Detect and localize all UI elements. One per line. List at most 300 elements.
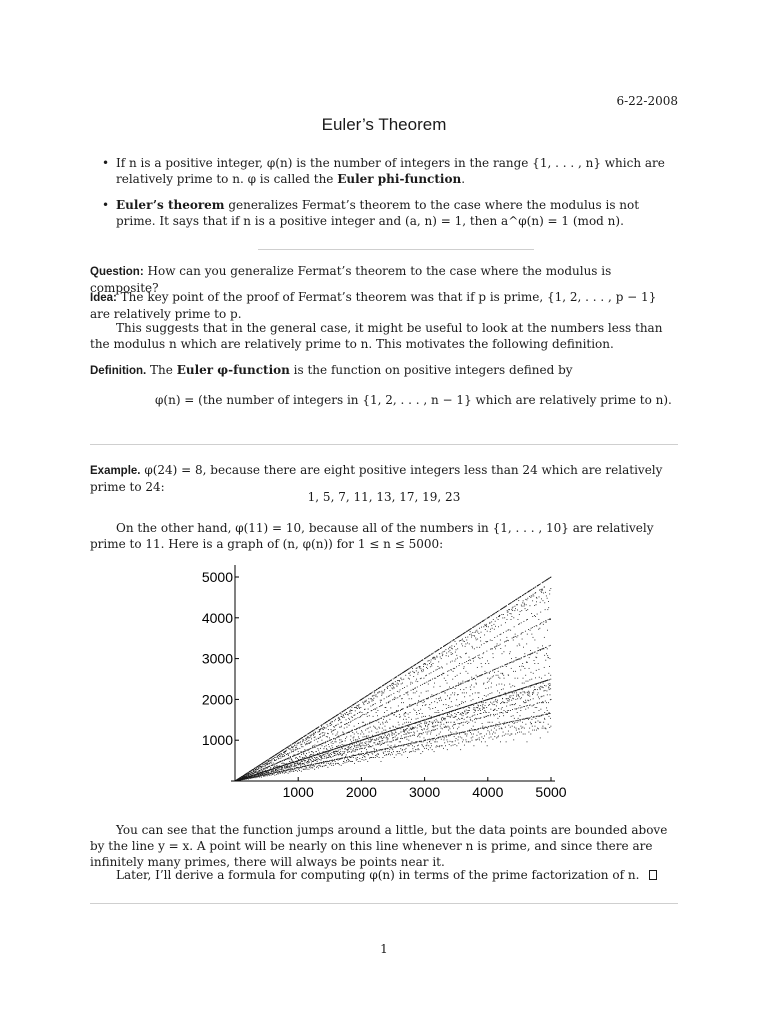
data-point — [412, 727, 413, 728]
data-point — [476, 639, 477, 640]
data-point — [257, 777, 258, 778]
data-point — [374, 695, 375, 696]
data-point — [487, 682, 488, 683]
data-point — [514, 600, 515, 601]
data-point — [474, 719, 475, 720]
data-point — [337, 746, 338, 747]
data-point — [543, 722, 544, 723]
data-point — [413, 704, 414, 705]
data-point — [434, 720, 435, 721]
data-point — [428, 724, 429, 725]
data-point — [473, 745, 474, 746]
data-point — [437, 741, 438, 742]
data-point — [442, 674, 443, 675]
data-point — [260, 774, 261, 775]
data-point — [356, 707, 357, 708]
data-point — [525, 656, 526, 657]
data-point — [454, 639, 455, 640]
data-point — [417, 703, 418, 704]
data-point — [511, 668, 512, 669]
data-point — [514, 722, 515, 723]
data-point — [520, 670, 521, 671]
data-point — [379, 719, 380, 720]
data-point — [332, 721, 333, 722]
data-point — [334, 738, 335, 739]
data-point — [527, 609, 528, 610]
data-point — [495, 699, 496, 700]
data-point — [470, 631, 471, 632]
data-point — [502, 694, 503, 695]
data-point — [384, 749, 385, 750]
data-point — [508, 640, 509, 641]
data-point — [365, 701, 366, 702]
data-point — [432, 749, 433, 750]
data-point — [412, 666, 413, 667]
data-point — [378, 753, 379, 754]
data-point — [415, 751, 416, 752]
data-point — [330, 748, 331, 749]
data-point — [376, 712, 377, 713]
data-point — [342, 717, 343, 718]
data-point — [495, 621, 496, 622]
data-point — [480, 734, 481, 735]
data-point — [440, 726, 441, 727]
data-point — [359, 708, 360, 709]
data-point — [468, 681, 469, 682]
data-point — [461, 657, 462, 658]
data-point — [404, 722, 405, 723]
data-point — [338, 745, 339, 746]
data-point — [526, 610, 527, 611]
data-point — [408, 717, 409, 718]
data-point — [498, 736, 499, 737]
data-point — [427, 732, 428, 733]
data-point — [467, 731, 468, 732]
data-point — [422, 684, 423, 685]
data-point — [400, 716, 401, 717]
data-point — [284, 751, 285, 752]
data-point — [467, 713, 468, 714]
data-point — [359, 740, 360, 741]
data-point — [376, 739, 377, 740]
data-point — [401, 745, 402, 746]
data-point — [331, 729, 332, 730]
data-point — [378, 739, 379, 740]
data-point — [353, 736, 354, 737]
data-point — [488, 705, 489, 706]
data-point — [542, 645, 543, 646]
data-point — [343, 715, 344, 716]
data-point — [398, 675, 399, 676]
data-point — [448, 726, 449, 727]
data-point — [346, 736, 347, 737]
data-point — [461, 683, 462, 684]
data-point — [382, 722, 383, 723]
data-point — [385, 735, 386, 736]
data-point — [345, 762, 346, 763]
data-point — [486, 734, 487, 735]
data-point — [314, 740, 315, 741]
data-point — [411, 690, 412, 691]
data-point — [524, 706, 525, 707]
data-point — [544, 719, 545, 720]
data-point — [483, 684, 484, 685]
data-point — [476, 684, 477, 685]
data-point — [267, 764, 268, 765]
data-point — [483, 738, 484, 739]
data-point — [357, 745, 358, 746]
data-point — [414, 672, 415, 673]
data-point — [342, 758, 343, 759]
data-point — [350, 710, 351, 711]
data-point — [531, 719, 532, 720]
data-point — [310, 735, 311, 736]
data-point — [403, 752, 404, 753]
data-point — [312, 758, 313, 759]
data-point — [387, 739, 388, 740]
data-point — [434, 658, 435, 659]
data-point — [443, 739, 444, 740]
data-point — [418, 745, 419, 746]
data-point — [437, 702, 438, 703]
data-point — [545, 728, 546, 729]
data-point — [533, 692, 534, 693]
data-point — [392, 688, 393, 689]
data-point — [319, 756, 320, 757]
data-point — [534, 716, 535, 717]
data-point — [496, 675, 497, 676]
data-point — [413, 692, 414, 693]
data-point — [321, 760, 322, 761]
data-point — [353, 748, 354, 749]
data-point — [359, 707, 360, 708]
data-point — [452, 648, 453, 649]
data-point — [351, 746, 352, 747]
data-point — [313, 754, 314, 755]
data-point — [474, 712, 475, 713]
data-point — [306, 762, 307, 763]
data-point — [436, 735, 437, 736]
data-point — [382, 749, 383, 750]
data-point — [264, 776, 265, 777]
data-point — [371, 739, 372, 740]
data-point — [431, 730, 432, 731]
data-point — [489, 732, 490, 733]
data-point — [479, 628, 480, 629]
data-point — [391, 734, 392, 735]
data-point — [548, 657, 549, 658]
data-point — [421, 729, 422, 730]
data-point — [351, 713, 352, 714]
data-point — [407, 744, 408, 745]
data-point — [319, 762, 320, 763]
data-point — [503, 724, 504, 725]
data-point — [351, 751, 352, 752]
data-point — [442, 653, 443, 654]
data-point — [523, 594, 524, 595]
data-point — [455, 740, 456, 741]
data-point — [530, 650, 531, 651]
data-point — [380, 724, 381, 725]
data-point — [517, 732, 518, 733]
data-point — [458, 718, 459, 719]
data-point — [437, 728, 438, 729]
data-point — [535, 616, 536, 617]
data-point — [321, 763, 322, 764]
data-point — [466, 741, 467, 742]
data-point — [418, 735, 419, 736]
data-point — [450, 647, 451, 648]
data-point — [508, 675, 509, 676]
data-point — [313, 735, 314, 736]
data-point — [411, 719, 412, 720]
data-point — [435, 741, 436, 742]
data-point — [281, 754, 282, 755]
data-point — [510, 695, 511, 696]
data-point — [491, 621, 492, 622]
data-point — [334, 759, 335, 760]
data-point — [383, 753, 384, 754]
data-point — [466, 710, 467, 711]
data-point — [309, 767, 310, 768]
data-point — [463, 683, 464, 684]
data-point — [547, 710, 548, 711]
data-point — [262, 770, 263, 771]
data-point — [403, 729, 404, 730]
idea-label: Idea: — [90, 292, 117, 304]
data-point — [348, 722, 349, 723]
data-point — [525, 608, 526, 609]
data-point — [350, 739, 351, 740]
data-point — [396, 735, 397, 736]
data-point — [409, 706, 410, 707]
data-point — [477, 639, 478, 640]
data-point — [374, 748, 375, 749]
data-point — [444, 651, 445, 652]
data-point — [332, 752, 333, 753]
data-point — [522, 722, 523, 723]
data-point — [307, 757, 308, 758]
data-point — [511, 716, 512, 717]
data-point — [499, 678, 500, 679]
data-point — [321, 758, 322, 759]
data-point — [448, 643, 449, 644]
data-point — [475, 679, 476, 680]
data-point — [312, 767, 313, 768]
data-point — [436, 745, 437, 746]
data-point — [354, 726, 355, 727]
data-point — [394, 714, 395, 715]
data-point — [534, 704, 535, 705]
data-point — [531, 723, 532, 724]
data-point — [297, 758, 298, 759]
data-point — [527, 686, 528, 687]
data-point — [261, 766, 262, 767]
data-point — [402, 683, 403, 684]
data-point — [398, 753, 399, 754]
data-point — [403, 719, 404, 720]
data-point — [408, 678, 409, 679]
data-point — [515, 703, 516, 704]
data-point — [363, 755, 364, 756]
data-point — [470, 741, 471, 742]
data-point — [424, 699, 425, 700]
data-point — [540, 612, 541, 613]
data-point — [519, 696, 520, 697]
data-point — [478, 728, 479, 729]
data-point — [527, 694, 528, 695]
data-point — [535, 726, 536, 727]
data-point — [430, 680, 431, 681]
data-point — [499, 728, 500, 729]
data-point — [431, 664, 432, 665]
data-point — [448, 651, 449, 652]
data-point — [338, 750, 339, 751]
data-point — [306, 767, 307, 768]
data-point — [447, 749, 448, 750]
data-point — [315, 747, 316, 748]
bullet-phi-definition: • If n is a positive integer, φ(n) is the number of integers in the range {1, . . . , n} which are relatively prime to n. φ is called the Euler phi-function. — [102, 155, 680, 187]
data-point — [426, 691, 427, 692]
data-point — [483, 653, 484, 654]
data-point — [267, 775, 268, 776]
data-point — [538, 629, 539, 630]
data-point — [385, 749, 386, 750]
data-point — [435, 739, 436, 740]
data-point — [391, 688, 392, 689]
data-point — [449, 744, 450, 745]
data-point — [255, 771, 256, 772]
data-point — [534, 663, 535, 664]
data-point — [319, 759, 320, 760]
data-point — [481, 663, 482, 664]
data-point — [502, 666, 503, 667]
data-point — [338, 714, 339, 715]
data-point — [275, 770, 276, 771]
data-point — [486, 625, 487, 626]
data-point — [362, 732, 363, 733]
data-point — [380, 745, 381, 746]
data-point — [450, 722, 451, 723]
data-point — [515, 657, 516, 658]
data-point — [270, 767, 271, 768]
data-point — [284, 752, 285, 753]
data-point — [510, 705, 511, 706]
data-point — [531, 672, 532, 673]
data-point — [480, 710, 481, 711]
data-point — [283, 754, 284, 755]
data-point — [300, 757, 301, 758]
data-point — [539, 677, 540, 678]
data-point — [402, 727, 403, 728]
data-point — [528, 691, 529, 692]
data-point — [356, 732, 357, 733]
data-point — [333, 743, 334, 744]
data-point — [543, 695, 544, 696]
data-point — [341, 735, 342, 736]
data-point — [386, 736, 387, 737]
data-point — [540, 688, 541, 689]
data-point — [308, 758, 309, 759]
data-point — [484, 717, 485, 718]
data-point — [319, 752, 320, 753]
data-point — [387, 751, 388, 752]
data-point — [293, 746, 294, 747]
data-point — [479, 739, 480, 740]
data-point — [314, 729, 315, 730]
data-point — [389, 751, 390, 752]
data-point — [395, 681, 396, 682]
data-point — [305, 740, 306, 741]
data-point — [441, 724, 442, 725]
data-point — [507, 619, 508, 620]
data-point — [359, 754, 360, 755]
data-point — [426, 667, 427, 668]
data-point — [259, 770, 260, 771]
data-point — [439, 734, 440, 735]
data-point — [491, 615, 492, 616]
data-point — [349, 732, 350, 733]
definition-bullets — [102, 155, 680, 239]
data-point — [525, 734, 526, 735]
data-point — [384, 712, 385, 713]
data-point — [340, 759, 341, 760]
data-point — [326, 763, 327, 764]
data-point — [425, 675, 426, 676]
data-point — [327, 724, 328, 725]
data-point — [512, 709, 513, 710]
data-point — [547, 655, 548, 656]
data-point — [376, 751, 377, 752]
data-point — [543, 600, 544, 601]
data-point — [456, 716, 457, 717]
data-point — [327, 736, 328, 737]
data-point — [443, 748, 444, 749]
data-point — [415, 749, 416, 750]
data-point — [346, 719, 347, 720]
data-point — [316, 751, 317, 752]
data-point — [508, 734, 509, 735]
data-point — [445, 699, 446, 700]
data-point — [499, 692, 500, 693]
data-point — [311, 738, 312, 739]
data-point — [541, 592, 542, 593]
data-point — [439, 653, 440, 654]
data-point — [303, 760, 304, 761]
data-point — [502, 673, 503, 674]
data-point — [501, 625, 502, 626]
data-point — [426, 675, 427, 676]
data-point — [471, 637, 472, 638]
data-point — [457, 733, 458, 734]
data-point — [444, 737, 445, 738]
data-point — [282, 756, 283, 757]
data-point — [506, 694, 507, 695]
data-point — [249, 773, 250, 774]
data-point — [496, 710, 497, 711]
data-point — [490, 709, 491, 710]
data-point — [449, 697, 450, 698]
data-point — [328, 729, 329, 730]
data-point — [543, 687, 544, 688]
data-point — [439, 693, 440, 694]
data-point — [385, 722, 386, 723]
data-point — [271, 763, 272, 764]
data-point — [303, 753, 304, 754]
data-point — [451, 733, 452, 734]
data-point — [337, 763, 338, 764]
data-point — [282, 771, 283, 772]
